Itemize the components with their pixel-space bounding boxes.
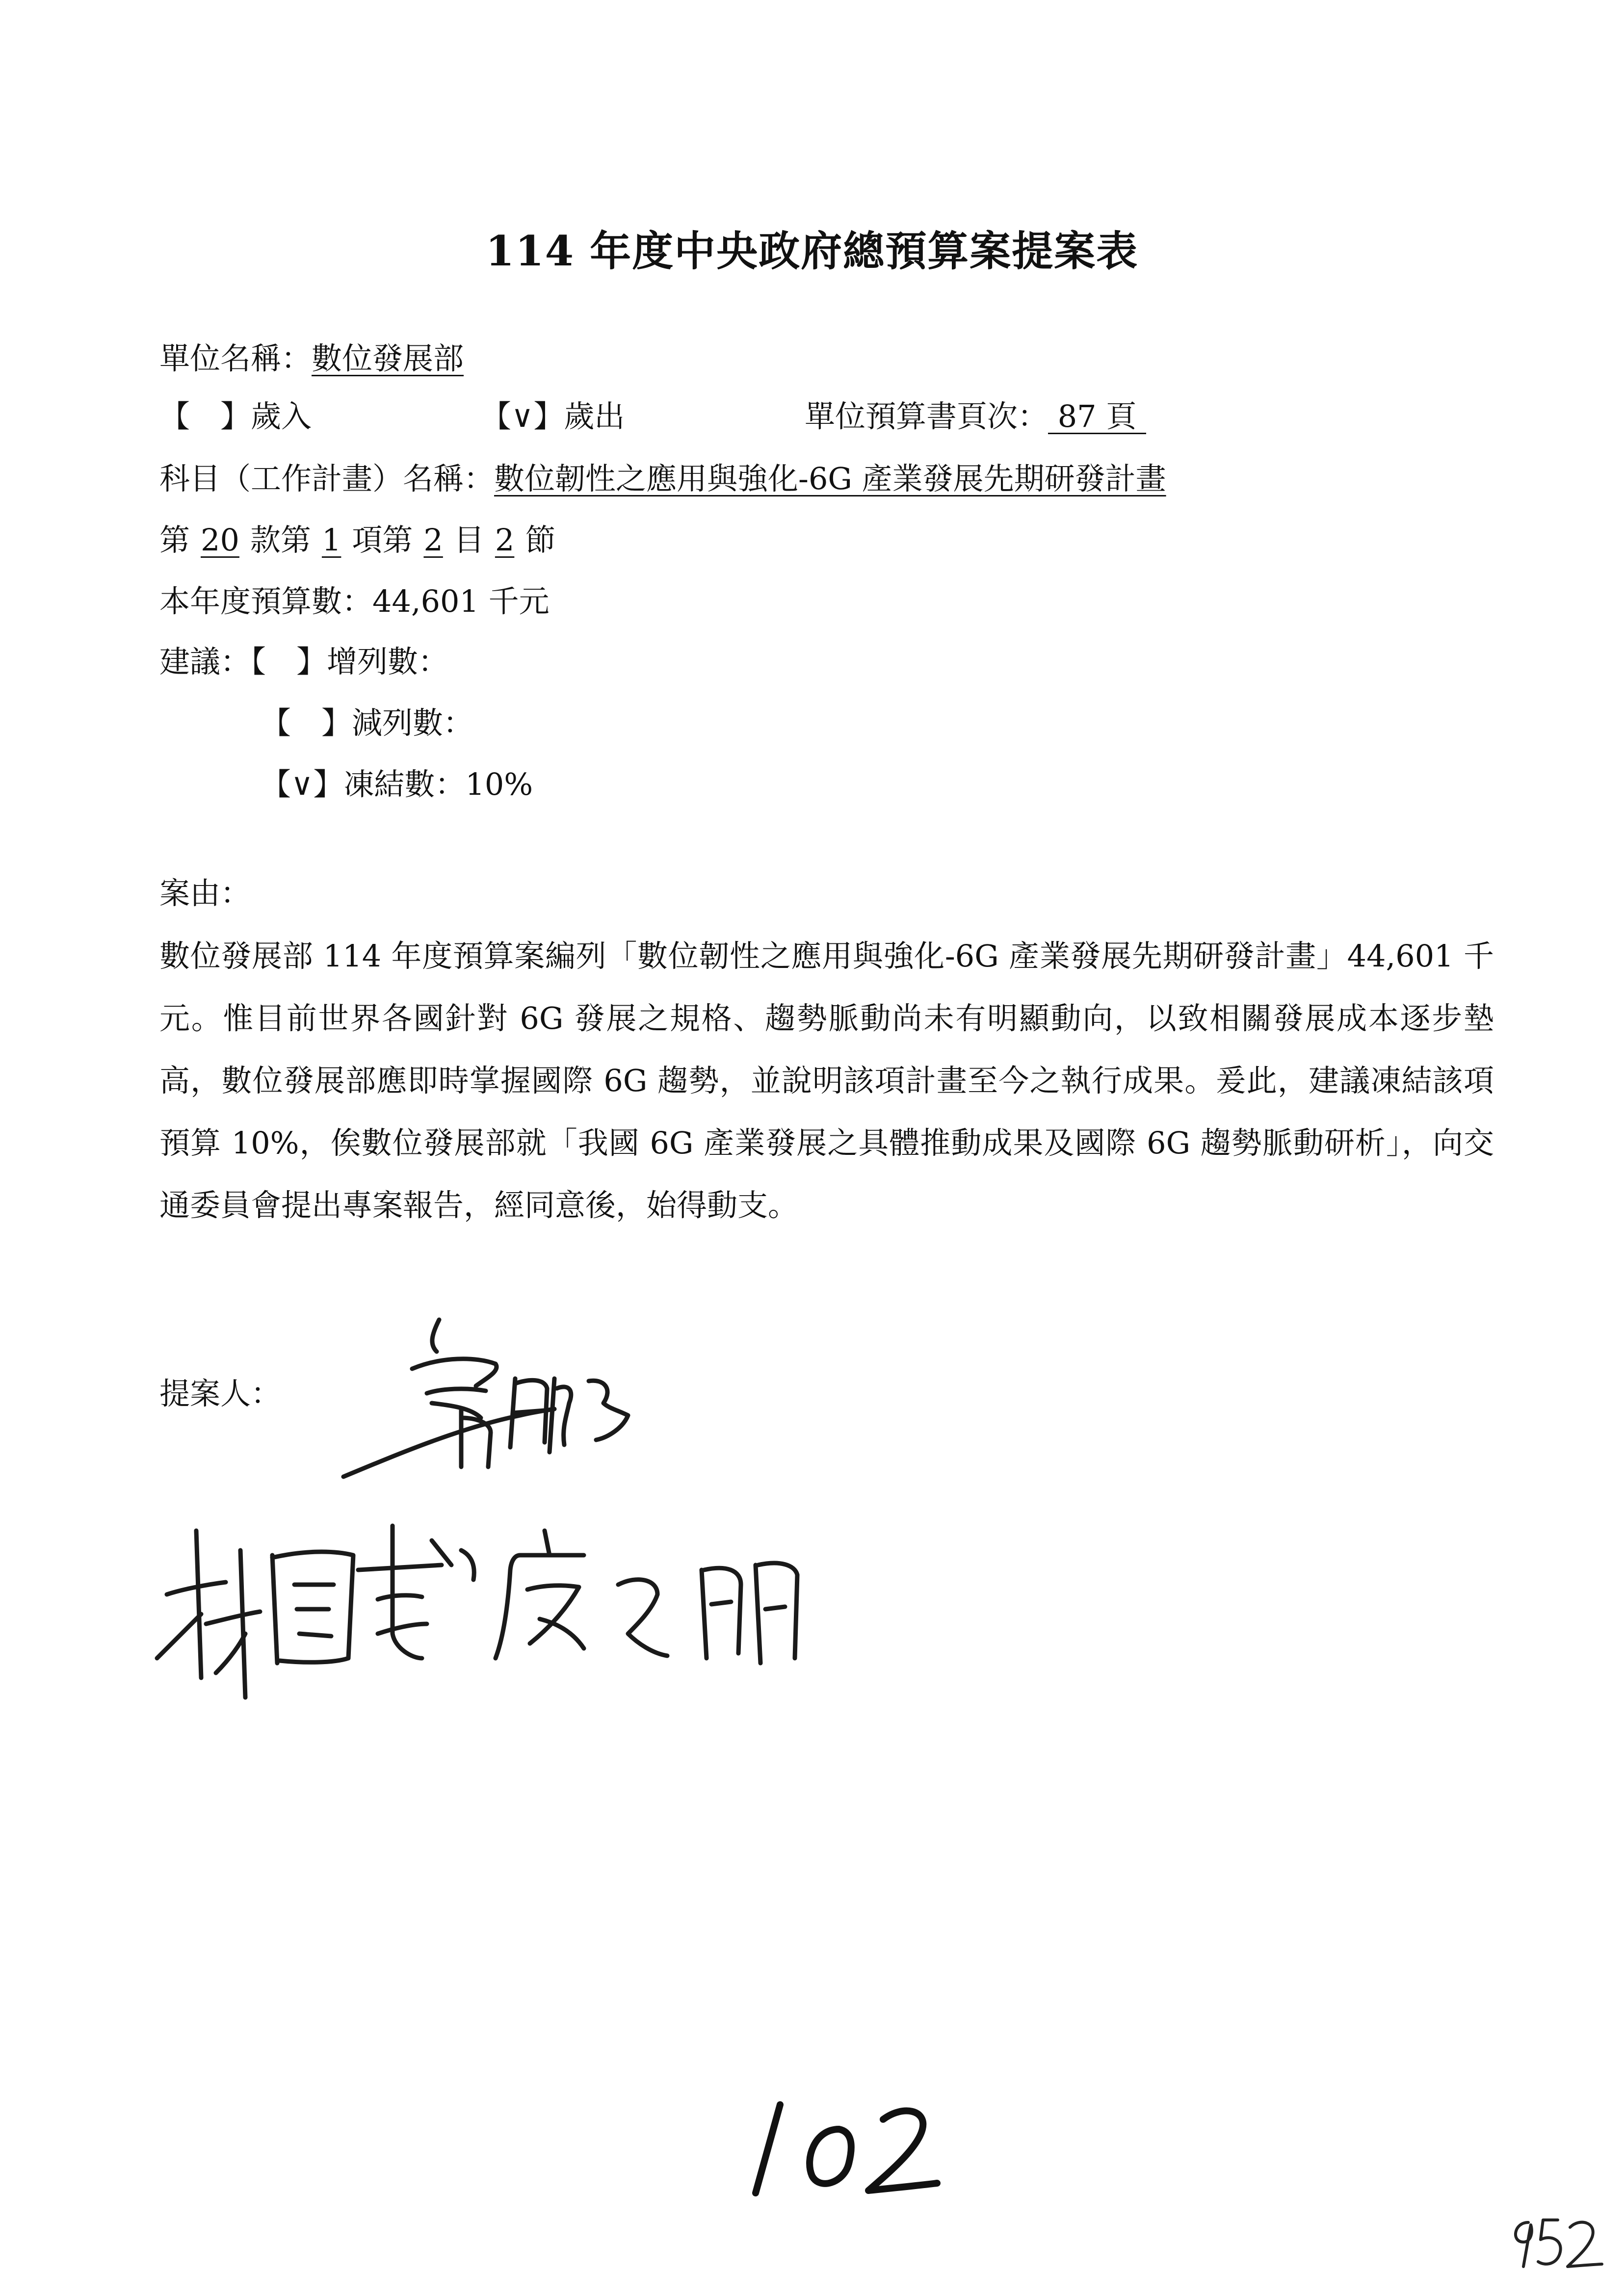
section-mu: 2: [423, 522, 443, 558]
decrease-label: 減列數：: [352, 705, 474, 741]
section-jie-label: 節: [525, 522, 556, 558]
page-ref-value: 87 頁: [1048, 398, 1147, 434]
signature-3: [481, 1511, 834, 1697]
expenditure-row: [481, 398, 625, 434]
type-row: [159, 398, 312, 434]
expenditure-label: 歲出: [564, 398, 625, 434]
unit-value: 數位發展部: [312, 340, 464, 376]
freeze-label: 凍結數：10%: [343, 766, 533, 802]
form-title: 114 年度中央政府總預算案提案表: [485, 227, 1139, 275]
suggestion-label: 建議：: [159, 644, 251, 679]
page-ref-label: 單位預算書頁次：: [805, 398, 1048, 434]
section-prefix: 第: [159, 522, 190, 558]
subject-label: 科目（工作計畫）名稱：: [159, 461, 495, 496]
reason-label: 案由：: [159, 875, 251, 911]
section-mu-label: 目: [453, 522, 484, 558]
reason-text: 數位發展部 114 年度預算案編列「數位韌性之應用與強化-6G 產業發展先期研發計畫」44,601 千元。惟目前世界各國針對 6G 發展之規格、趨勢脈動尚未有明顯動向，以致相關發展成本逐步墊高，數位發展部應即時掌握國際 6G 趨勢，並說明該項計畫至今之執行成果。爰此，建議凍結該項預算 10%，俟數位發展部就「我國 6G 產業發展之具體推動成果及國際 6G 趨勢脈動研析」，向交通委員會提出專案報告，經同意後，始得動支。: [159, 938, 1494, 1223]
proposer-label: 提案人：: [159, 1376, 282, 1411]
handwritten-number: [726, 2085, 952, 2213]
section-kuan: 20: [201, 522, 239, 558]
section-jie: 2: [495, 522, 515, 558]
section-row: [159, 522, 556, 558]
subject-row: [159, 461, 1166, 496]
revenue-label: 歲入: [251, 398, 312, 434]
page-ref-row: [805, 398, 1147, 434]
expenditure-checkbox: 【∨】: [481, 398, 564, 434]
unit-label: 單位名稱：: [159, 340, 312, 376]
section-xiang: 1: [321, 522, 341, 558]
signature-1: [314, 1305, 667, 1501]
budget-amount: 本年度預算數：44,601 千元: [159, 583, 550, 619]
increase-checkbox: 【 】: [251, 644, 327, 679]
page-number: [1501, 2208, 1609, 2276]
freeze-checkbox: 【∨】: [261, 766, 344, 802]
unit-row: [159, 340, 464, 376]
increase-label: 增列數：: [327, 644, 449, 679]
suggestion-row-freeze: [261, 766, 533, 802]
signature-2: [147, 1511, 525, 1727]
section-xiang-label: 項第: [352, 522, 413, 558]
suggestion-row-increase: [159, 644, 449, 679]
revenue-checkbox: 【 】: [159, 398, 251, 434]
subject-value: 數位韌性之應用與強化-6G 產業發展先期研發計畫: [494, 461, 1166, 496]
decrease-checkbox: 【 】: [261, 705, 352, 741]
section-kuan-label: 款第: [250, 522, 311, 558]
suggestion-row-decrease: [261, 705, 474, 741]
